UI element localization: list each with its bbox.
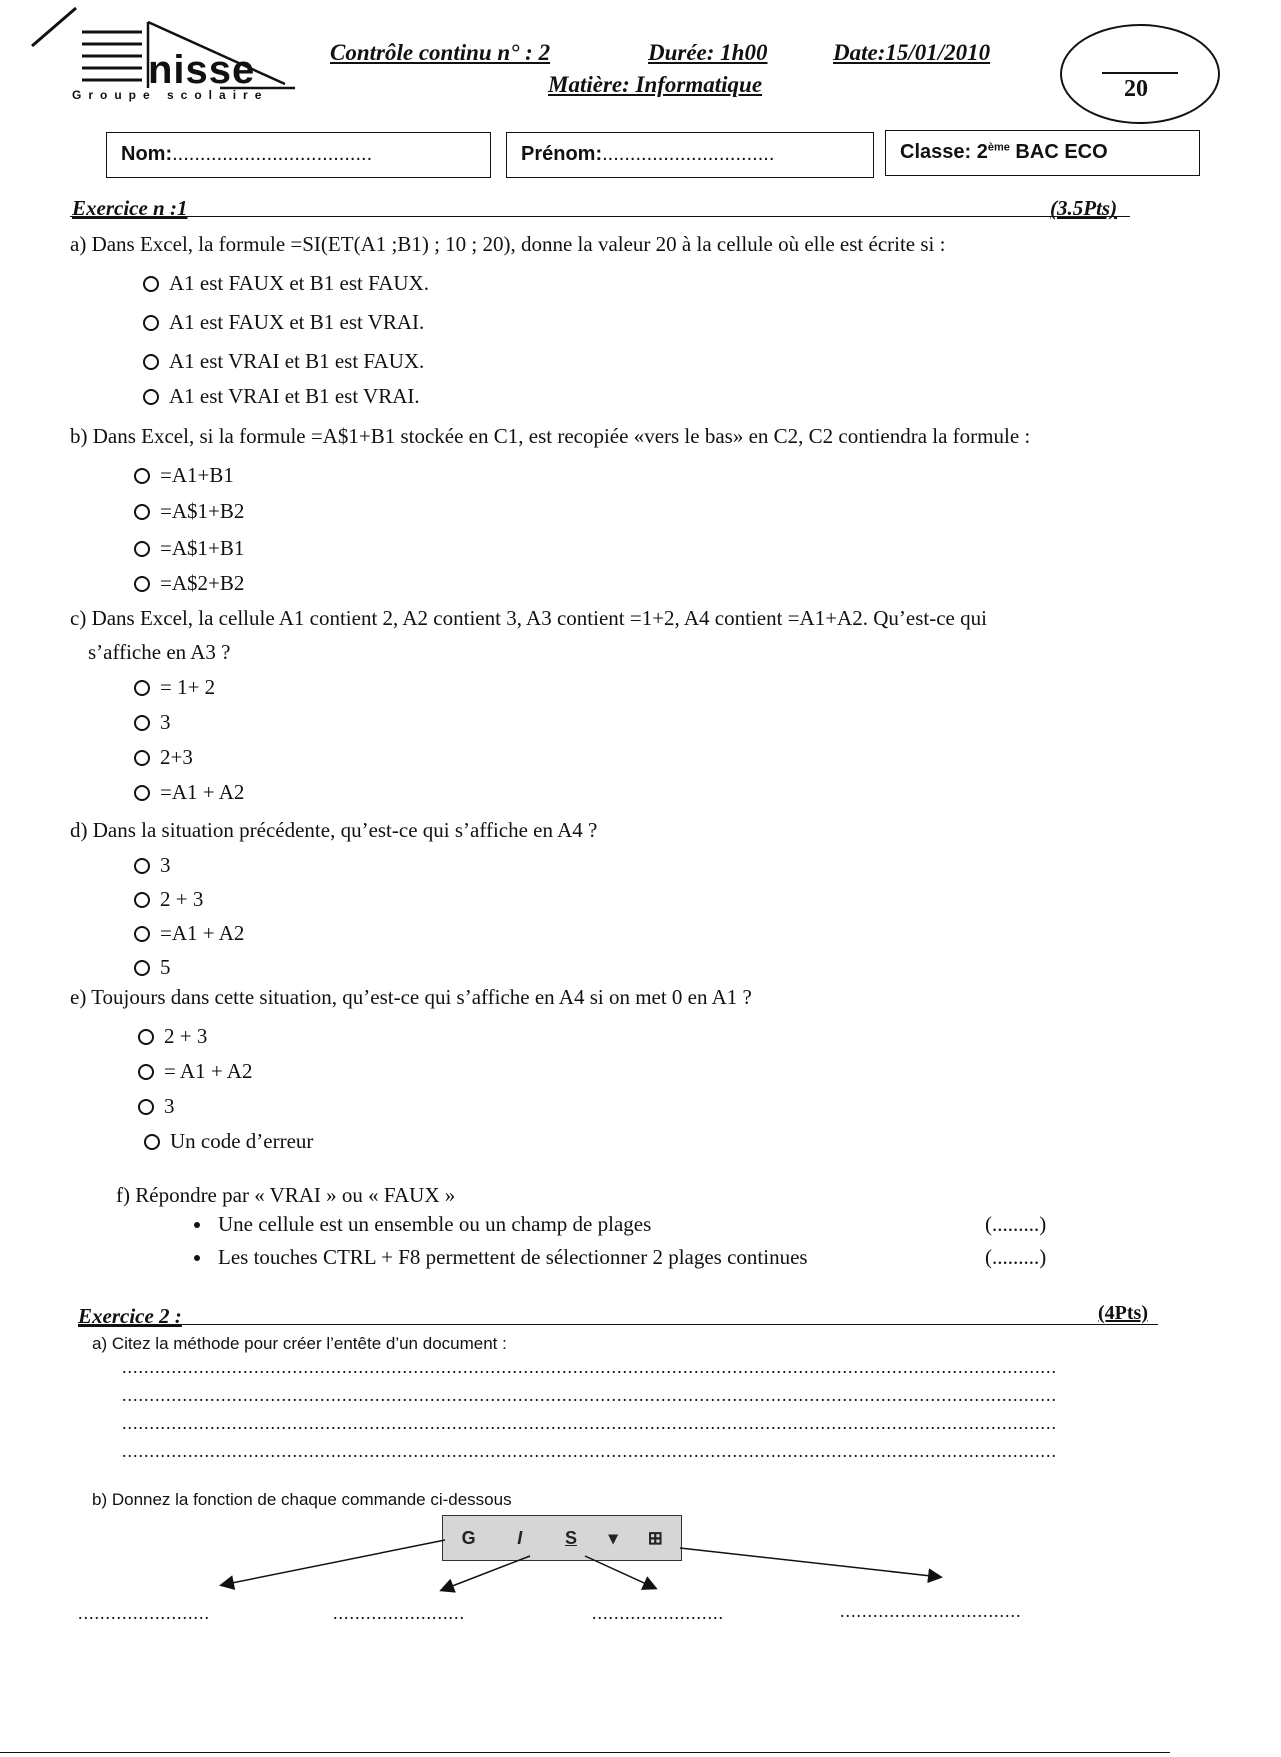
option-c4[interactable]: =A1 + A2 xyxy=(134,780,244,805)
option-b1[interactable]: =A1+B1 xyxy=(134,463,234,488)
option-b3[interactable]: =A$1+B1 xyxy=(134,536,244,561)
exam-title: Contrôle continu n° : 2 xyxy=(330,40,551,65)
logo-subtitle: Groupe scolaire xyxy=(72,88,269,102)
option-d4[interactable]: 5 xyxy=(134,955,171,980)
option-c1[interactable]: = 1+ 2 xyxy=(134,675,215,700)
option-c2[interactable]: 3 xyxy=(134,710,171,735)
option-a4[interactable]: A1 est VRAI et B1 est VRAI. xyxy=(143,384,420,409)
question-a: a) Dans Excel, la formule =SI(ET(A1 ;B1) ; 10 ; 20), donne la valeur 20 à la cellule où elle est écrite si : xyxy=(70,232,946,256)
vf-item-2: Les touches CTRL + F8 permettent de sélectionner 2 plages continues xyxy=(194,1245,808,1270)
question-c-cont: s’affiche en A3 ? xyxy=(88,640,231,664)
option-d3[interactable]: =A1 + A2 xyxy=(134,921,244,946)
classe-sup: ème xyxy=(987,141,1010,154)
option-b2[interactable]: =A$1+B2 xyxy=(134,499,244,524)
nom-dots: .................................... xyxy=(172,143,373,165)
nom-label: Nom: xyxy=(121,143,173,165)
option-e2[interactable]: = A1 + A2 xyxy=(138,1059,252,1084)
exam-date: Date:15/01/2010 xyxy=(833,40,991,65)
arrow-italic xyxy=(442,1556,530,1590)
prenom-dots: ............................... xyxy=(602,143,775,165)
exercise1-points: (3.5Pts) xyxy=(1050,196,1118,220)
arrow-borders xyxy=(680,1548,940,1577)
score-total: 20 xyxy=(1124,76,1148,102)
exam-subject: Matière: Informatique xyxy=(548,72,763,97)
option-d2[interactable]: 2 + 3 xyxy=(134,887,203,912)
exercise2-question-b: b) Donnez la fonction de chaque commande ci-dessous xyxy=(92,1490,512,1509)
option-a2[interactable]: A1 est FAUX et B1 est VRAI. xyxy=(143,310,424,335)
exercise2-question-a: a) Citez la méthode pour créer l’entête d’un document : xyxy=(92,1334,507,1353)
italic-icon[interactable]: I xyxy=(517,1527,523,1548)
arrow-underline xyxy=(585,1556,655,1588)
answer-line-1[interactable]: .......................................................................................................................................................................... xyxy=(122,1357,1057,1377)
exercise1-title: Exercice n :1 xyxy=(72,196,188,220)
question-d: d) Dans la situation précédente, qu’est-ce qui s’affiche en A4 ? xyxy=(70,818,598,842)
option-b4[interactable]: =A$2+B2 xyxy=(134,571,244,596)
question-b: b) Dans Excel, si la formule =A$1+B1 stockée en C1, est recopiée «vers le bas» en C2, C2 contiendra la formule : xyxy=(70,424,1031,448)
answer-line-4[interactable]: .......................................................................................................................................................................... xyxy=(122,1441,1057,1461)
border-grid-icon[interactable]: ⊞ xyxy=(647,1527,663,1548)
exercise2-points: (4Pts) xyxy=(1098,1302,1148,1324)
question-e: e) Toujours dans cette situation, qu’est-ce qui s’affiche en A4 si on met 0 en A1 ? xyxy=(70,985,752,1009)
option-e4[interactable]: Un code d’erreur xyxy=(144,1129,313,1154)
exercise2-title: Exercice 2 : xyxy=(78,1304,182,1328)
answer-underline[interactable]: ........................ xyxy=(592,1603,724,1623)
dropdown-arrow-icon[interactable]: ▾ xyxy=(608,1527,618,1548)
answer-borders[interactable]: ................................. xyxy=(840,1601,1022,1621)
question-c: c) Dans Excel, la cellule A1 contient 2, A2 contient 3, A3 contient =1+2, A4 contient =A1+A2. Qu’est-ce qui xyxy=(70,606,987,630)
option-a3[interactable]: A1 est VRAI et B1 est FAUX. xyxy=(143,349,424,374)
option-e1[interactable]: 2 + 3 xyxy=(138,1024,207,1049)
classe-value: BAC ECO xyxy=(1009,141,1108,163)
option-c3[interactable]: 2+3 xyxy=(134,745,193,770)
answer-line-3[interactable]: .......................................................................................................................................................................... xyxy=(122,1413,1057,1433)
prenom-label: Prénom: xyxy=(521,143,603,165)
option-a1[interactable]: A1 est FAUX et B1 est FAUX. xyxy=(143,271,429,296)
classe-label: Classe: 2 xyxy=(900,141,988,163)
arrow-bold xyxy=(222,1540,445,1585)
vf-item-1: Une cellule est un ensemble ou un champ de plages xyxy=(194,1212,651,1237)
answer-italic[interactable]: ........................ xyxy=(333,1603,465,1623)
logo-name: nisse xyxy=(148,48,256,92)
underline-icon[interactable]: S xyxy=(564,1527,577,1548)
page-bottom-rule xyxy=(0,1752,1170,1753)
answer-bold[interactable]: ........................ xyxy=(78,1603,210,1623)
option-e3[interactable]: 3 xyxy=(138,1094,175,1119)
option-d1[interactable]: 3 xyxy=(134,853,171,878)
bold-icon[interactable]: G xyxy=(461,1527,476,1548)
vf-answer-1[interactable]: (.........) xyxy=(985,1212,1047,1236)
answer-line-2[interactable]: .......................................................................................................................................................................... xyxy=(122,1385,1057,1405)
question-f: f) Répondre par « VRAI » ou « FAUX » xyxy=(116,1183,456,1207)
exam-duration: Durée: 1h00 xyxy=(648,40,768,65)
vf-answer-2[interactable]: (.........) xyxy=(985,1245,1047,1269)
